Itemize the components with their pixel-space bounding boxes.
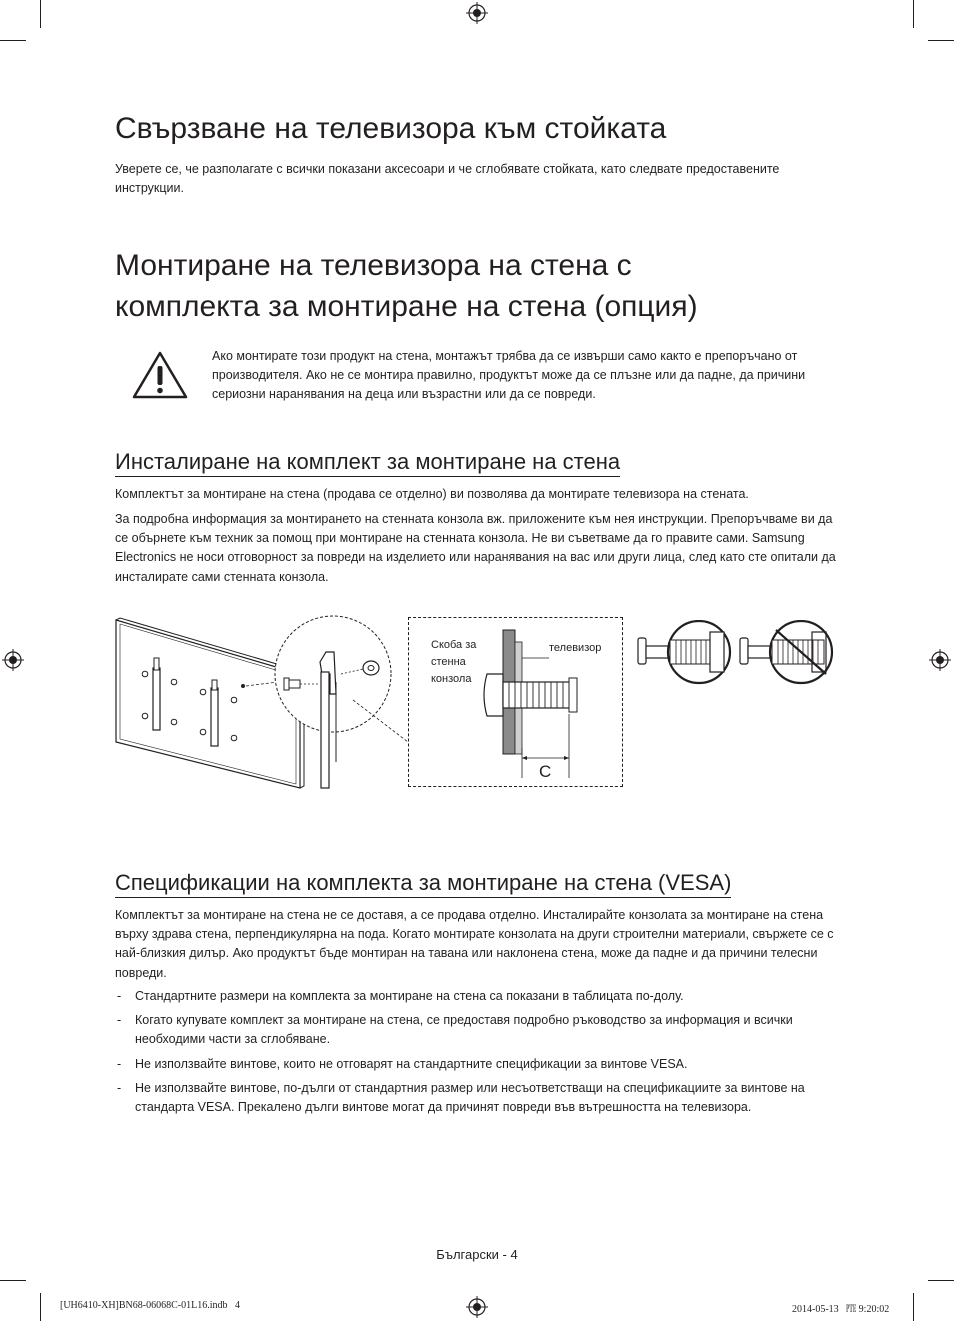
- crop-mark-tr-v: [913, 0, 914, 28]
- install-kit-para1: Комплектът за монтиране на стена (продава се отделно) ви позволява да монтирате телевизора на стената.: [115, 487, 749, 501]
- list-item: - Когато купувате комплект за монтиране на стена, се предоставя подробно ръководство за информация и всички необходими части за сглобяване.: [117, 1013, 793, 1047]
- bracket-label-line2: стенна: [431, 656, 466, 668]
- incorrect-screw-icon: [738, 620, 838, 688]
- list-item: - Стандартните размери на комплекта за монтиране на стена са показани в таблицата по-долу.: [117, 989, 684, 1003]
- crop-mark-tr-h: [928, 40, 954, 41]
- crop-mark-tl-v: [40, 0, 41, 28]
- tv-back-illustration: [108, 612, 413, 790]
- print-footer-left: [UH6410-XH]BN68-06068C-01L16.indb 4: [60, 1300, 240, 1311]
- crop-mark-tl-h: [0, 40, 26, 41]
- bracket-label-line1: Скоба за: [431, 639, 477, 651]
- vesa-specs-bullets: [115, 987, 837, 1122]
- page-number: Български - 4: [436, 1247, 518, 1262]
- dimension-c-label: C: [539, 762, 552, 781]
- correct-screw-icon: [636, 620, 734, 688]
- tv-label: телевизор: [549, 642, 602, 654]
- vesa-specs-para1: Комплектът за монтиране на стена не се доставя, а се продава отделно. Инсталирайте конзолата за монтиране на стена върху здрава стена, перпендикулярна на пода. Когато монтирате конзолата на други строителни материали, свържете се с най-близкия дилър. Ако продуктът бъде монтиран на тавана или наклонена стена, може да падне и да причини телесни повреди.: [115, 908, 834, 980]
- wall-mount-warning-text: Ако монтирате този продукт на стена, монтажът трябва да се извърши само както е препоръчано от производителя. Ако не се монтира правилно, продуктът може да се плъзне или да падне, да причини сериозни наранявания на деца или възрастни или да се повреди.: [212, 349, 806, 402]
- bracket-label-line3: конзола: [431, 673, 472, 685]
- list-item: - Не използвайте винтове, които не отговарят на стандартните спецификации за винтове VESA.: [117, 1056, 688, 1071]
- section-title-stand: Свързване на телевизора към стойката: [115, 112, 667, 145]
- registration-mark-left: [2, 649, 24, 671]
- registration-mark-bottom: [466, 1296, 488, 1318]
- section-title-wall-mount-line1: Монтиране на телевизора на стена с: [115, 249, 632, 282]
- crop-mark-br-h: [928, 1280, 954, 1281]
- crop-mark-bl-v: [40, 1293, 41, 1321]
- print-footer-right: 2014-05-13 ㉐ 9:20:02: [792, 1304, 890, 1315]
- stand-instructions-text: Уверете се, че разполагате с всички показани аксесоари и че сглобявате стойката, като следвате предоставените инструкции.: [115, 162, 780, 196]
- install-kit-para2: За подробна информация за монтирането на стенната конзола вж. приложените към нея инструкции. Препоръчваме ви да се обърнете към техник за помощ при монтиране на стенната конзола. Не ви съветваме да го правите сами. Samsung Electronics не носи отговорност за повреди на изделието или наранявания на вас или други лица, след като сте опитали да инсталирате сами стенната конзола.: [115, 512, 836, 584]
- warning-icon: [131, 350, 189, 400]
- crop-mark-br-v: [913, 1293, 914, 1321]
- registration-mark-top: [466, 2, 488, 24]
- crop-mark-bl-h: [0, 1280, 26, 1281]
- section-title-install-kit: Инсталиране на комплект за монтиране на стена: [115, 449, 620, 477]
- section-title-vesa-specs: Спецификации на комплекта за монтиране на стена (VESA): [115, 870, 731, 898]
- registration-mark-right: [929, 649, 951, 671]
- list-item: - Не използвайте винтове, по-дълги от стандартния размер или несъответстващи на спецификациите за винтове на стандарта VESA. Прекалено дълги винтове могат да причинят повреди във вътрешността на телевизора.: [117, 1080, 805, 1115]
- section-title-wall-mount-line2: комплекта за монтиране на стена (опция): [115, 290, 698, 323]
